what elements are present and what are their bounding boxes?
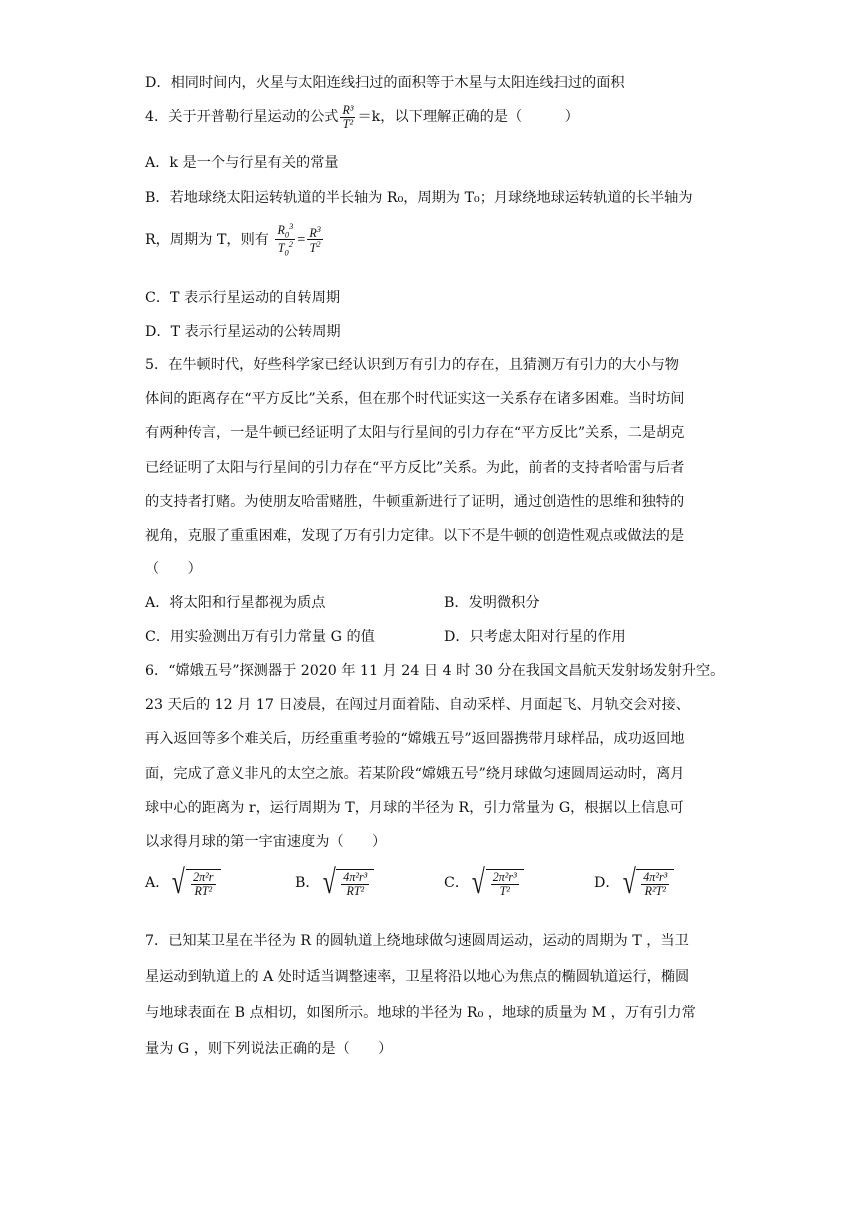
- q6-option-c-label: C．: [444, 875, 470, 891]
- q6-options: [145, 866, 705, 906]
- q5-option-c: C．用实验测出万有引力常量 G 的值: [145, 629, 375, 645]
- q5-line-0: 5．在牛顿时代，好些科学家已经认识到万有引力的存在，且猜测万有引力的大小与物: [145, 357, 679, 373]
- q6-line-2: 再入返回等多个难关后，历经重重考验的“嫦娥五号”返回器携带月球样品，成功返回地: [145, 731, 685, 747]
- q5-option-a: A．将太阳和行星都视为质点: [145, 595, 326, 611]
- q5-line-4: 的支持者打赌。为使朋友哈雷赌胜，牛顿重新进行了证明，通过创造性的思维和独特的: [145, 494, 685, 510]
- q4-option-d: D．T 表示行星运动的公转周期: [145, 324, 341, 340]
- q4-option-c: C．T 表示行星运动的自转周期: [145, 290, 341, 306]
- q6-line-5: 以求得月球的第一宇宙速度为（ ）: [145, 834, 387, 850]
- q7-line-1: 星运动到轨道上的 A 处时适当调整速率，卫星将沿以地心为焦点的椭圆轨道运行，椭圆: [145, 969, 690, 985]
- q6-d-numerator: 4π²r³: [643, 869, 668, 884]
- formula-numerator: R³: [342, 103, 354, 117]
- q6-a-numerator: 2π²r: [193, 869, 214, 884]
- ratio-earth-formula: $\frac{R_0^3}{T_0^2}$: [277, 221, 294, 258]
- sqrt-expression: √ $\frac{\text{4π²r³}}{\text{R²T²}}$: [620, 866, 675, 900]
- q4-option-b-line2: R，周期为 T，则有 $\frac{R_0^3}{T_0^2}$ = $\frac{R^3}{T^2}$: [145, 221, 321, 258]
- q4-option-a: A．k 是一个与行星有关的常量: [145, 155, 339, 171]
- q6-option-a: [145, 866, 221, 900]
- q5-option-d: D．只考虑太阳对行星的作用: [444, 629, 626, 645]
- q4-stem-pre: 4．关于开普勒行星运动的公式: [145, 109, 339, 126]
- q6-line-1: 23 天后的 12 月 17 日凌晨，在闯过月面着陆、自动采样、月面起飞、月轨交会对接、: [145, 697, 690, 713]
- q6-option-b: [295, 866, 374, 900]
- formula-denominator: T²: [342, 116, 354, 131]
- q7-line-0: 7．已知某卫星在半径为 R 的圆轨道上绕地球做匀速圆周运动，运动的周期为 T ，当卫: [145, 933, 689, 949]
- q6-line-0: 6．“嫦娥五号”探测器于 2020 年 11 月 24 日 4 时 30 分在我国文昌航天发射场发射升空。: [145, 663, 725, 679]
- q7-line-2: 与地球表面在 B 点相切，如图所示。地球的半径为 R₀ ，地球的质量为 M ，万有引力常: [145, 1005, 696, 1021]
- q5-line-1: 体间的距离存在“平方反比”关系，但在那个时代证实这一关系存在诸多困难。当时坊间: [145, 391, 685, 407]
- sqrt-expression: √ $\frac{\text{2π²r³}}{\text{T²}}$: [469, 866, 524, 900]
- sqrt-expression: √ $\frac{\text{4π²r³}}{\text{RT²}}$: [320, 866, 375, 900]
- kepler-formula: [340, 104, 355, 130]
- q6-b-numerator: 4π²r³: [343, 869, 368, 884]
- q6-c-denominator: T²: [499, 883, 510, 898]
- q6-d-denominator: R²T²: [644, 883, 666, 898]
- q4-option-b-line2-text: R，周期为 T，则有: [145, 231, 269, 248]
- q6-line-4: 球中心的距离为 r，运行周期为 T，月球的半径为 R，引力常量为 G，根据以上信息可: [145, 800, 684, 816]
- q5-line-2: 有两种传言，一是牛顿已经证明了太阳与行星间的引力存在“平方反比”关系，二是胡克: [145, 425, 685, 441]
- q6-option-d-label: D．: [594, 875, 620, 891]
- sqrt-expression: √ $\frac{\text{2π²r}}{\text{RT²}}$: [169, 866, 220, 900]
- q5-line-5: 视角，克服了重重困难，发现了万有引力定律。以下不是牛顿的创造性观点或做法的是: [145, 528, 685, 544]
- q4-option-b-line1: B．若地球绕太阳运转轨道的半长轴为 R₀，周期为 T₀；月球绕地球运转轨道的长半轴为: [145, 190, 693, 206]
- q5-line-3: 已经证明了太阳与行星间的引力存在“平方反比”关系。为此，前者的支持者哈雷与后者: [145, 460, 685, 476]
- q5-line-6: （ ）: [145, 561, 202, 577]
- q6-option-c: [444, 866, 524, 900]
- q6-option-a-label: A．: [145, 875, 170, 891]
- q5-option-b: B．发明微积分: [444, 595, 540, 611]
- q7-line-3: 量为 G ，则下列说法正确的是（ ）: [145, 1041, 393, 1057]
- ratio-moon-formula: $\frac{R^3}{T^2}$: [309, 223, 321, 256]
- q6-b-denominator: RT²: [346, 883, 365, 898]
- q6-c-numerator: 2π²r³: [492, 869, 517, 884]
- q6-option-d: [594, 866, 674, 900]
- q6-line-3: 面，完成了意义非凡的太空之旅。若某阶段“嫦娥五号”绕月球做匀速圆周运动时，离月: [145, 766, 685, 782]
- q3-option-d: D．相同时间内，火星与太阳连线扫过的面积等于木星与太阳连线扫过的面积: [145, 75, 625, 91]
- q4-stem-post: ＝k，以下理解正确的是（ ）: [357, 109, 579, 126]
- q4-stem: [145, 104, 579, 130]
- q6-a-denominator: RT²: [194, 883, 213, 898]
- q6-option-b-label: B．: [295, 875, 320, 891]
